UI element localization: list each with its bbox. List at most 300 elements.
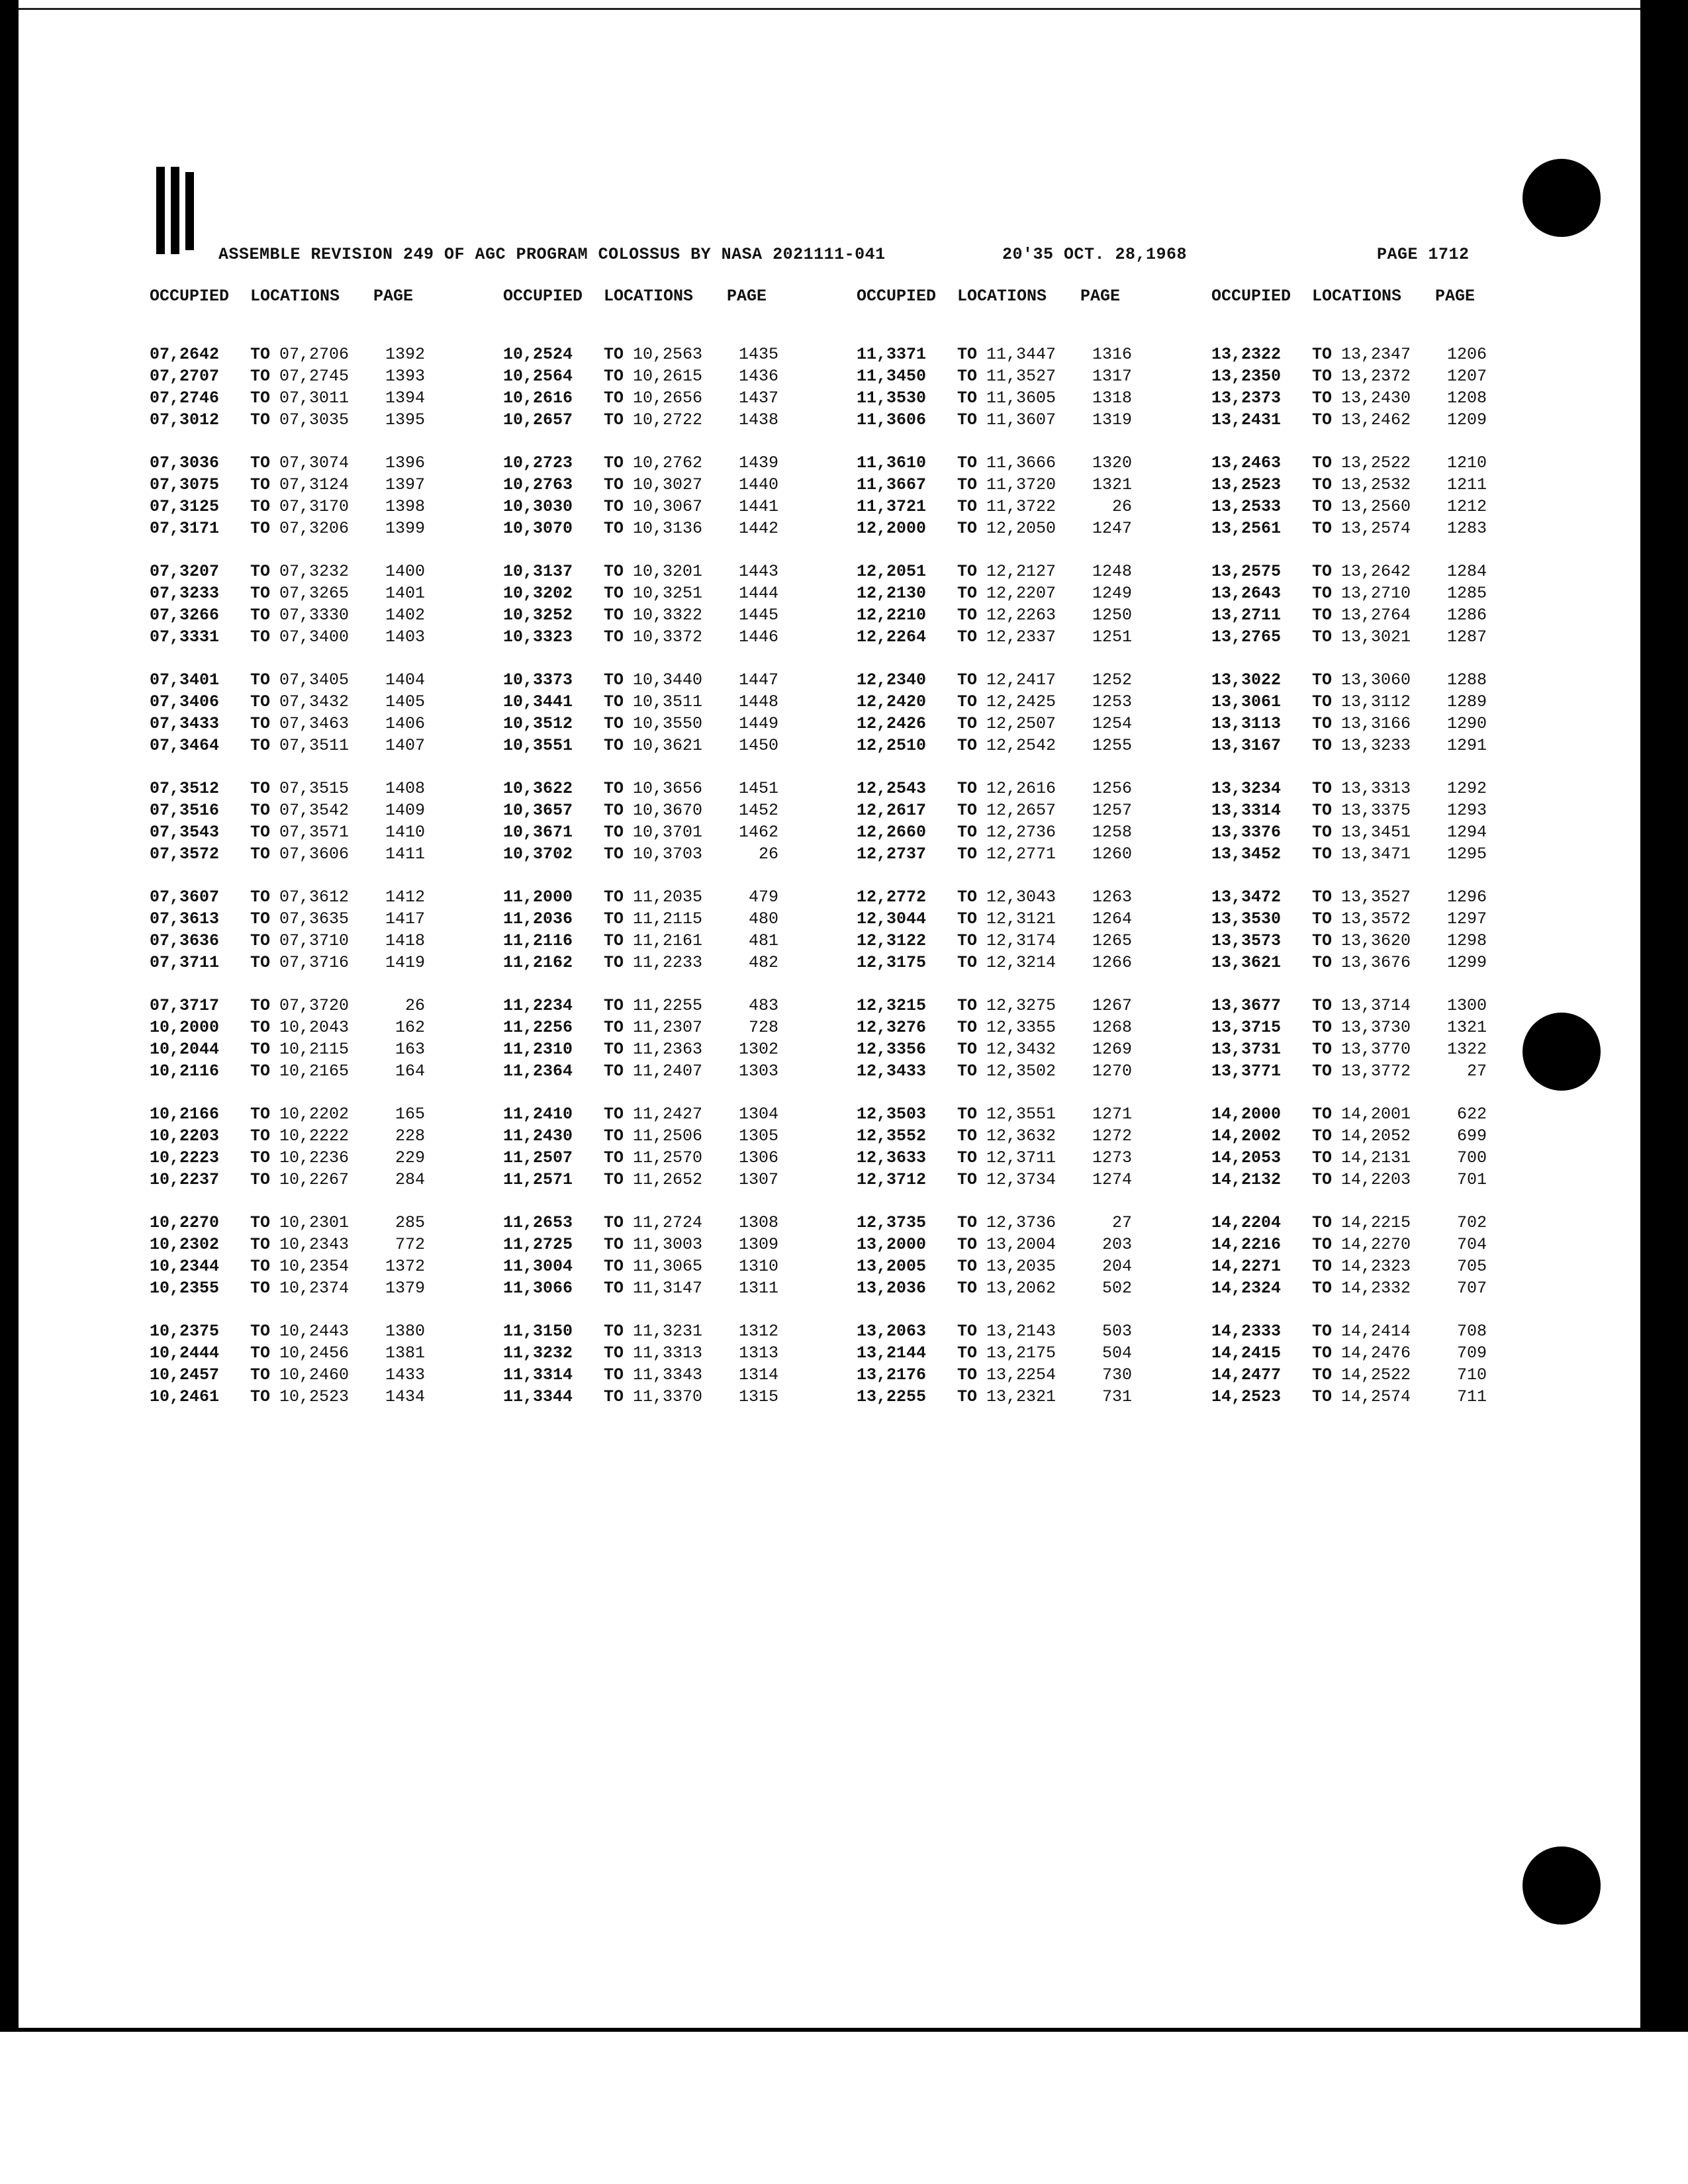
to-location: 12,2657 xyxy=(986,801,1056,820)
row-group xyxy=(503,343,847,431)
to-keyword: TO xyxy=(957,606,978,625)
from-location: 14,2000 xyxy=(1211,1105,1282,1124)
column-header xyxy=(1211,287,1556,310)
table-row xyxy=(503,735,847,756)
to-keyword: TO xyxy=(957,562,978,581)
from-location: 10,2457 xyxy=(150,1365,220,1385)
table-row xyxy=(150,1320,494,1342)
to-keyword: TO xyxy=(250,497,271,516)
row-group xyxy=(503,1212,847,1299)
page-ref: 482 xyxy=(748,953,778,972)
table-row xyxy=(1211,713,1556,735)
from-location: 11,3530 xyxy=(857,388,927,408)
from-location: 10,3671 xyxy=(503,823,573,842)
page-ref: 1452 xyxy=(738,801,778,820)
from-location: 11,3721 xyxy=(857,497,927,516)
table-row xyxy=(503,1255,847,1277)
table-row xyxy=(1211,843,1556,865)
to-location: 10,3511 xyxy=(633,692,703,711)
table-row xyxy=(1211,799,1556,821)
table-row xyxy=(150,778,494,799)
to-location: 11,3343 xyxy=(633,1365,703,1385)
to-location: 10,2165 xyxy=(279,1062,350,1081)
table-row xyxy=(1211,1234,1556,1255)
row-group xyxy=(857,343,1201,431)
from-location: 13,2765 xyxy=(1211,627,1282,647)
from-location: 12,2772 xyxy=(857,887,927,907)
row-group xyxy=(150,1103,494,1191)
to-keyword: TO xyxy=(1312,1213,1333,1232)
to-keyword: TO xyxy=(604,627,624,647)
table-row xyxy=(1211,821,1556,843)
to-keyword: TO xyxy=(604,1257,624,1276)
page-label: PAGE xyxy=(1377,245,1419,264)
from-location: 07,3572 xyxy=(150,844,220,864)
to-location: 11,2570 xyxy=(633,1148,703,1167)
from-location: 13,2373 xyxy=(1211,388,1282,408)
table-row xyxy=(150,952,494,974)
to-keyword: TO xyxy=(957,1105,978,1124)
to-location: 12,2417 xyxy=(986,670,1056,690)
to-location: 10,3027 xyxy=(633,475,703,494)
to-location: 11,3607 xyxy=(986,410,1056,430)
from-location: 13,2322 xyxy=(1211,345,1282,364)
to-keyword: TO xyxy=(250,736,271,755)
to-location: 13,3060 xyxy=(1341,670,1411,690)
from-location: 11,2310 xyxy=(503,1040,573,1059)
from-location: 12,2510 xyxy=(857,736,927,755)
table-row xyxy=(150,1234,494,1255)
table-row xyxy=(503,1234,847,1255)
table-row xyxy=(150,343,494,365)
table-row xyxy=(150,1060,494,1082)
to-location: 13,2372 xyxy=(1341,367,1411,386)
to-keyword: TO xyxy=(957,1148,978,1167)
page-ref: 1297 xyxy=(1446,909,1487,929)
table-row xyxy=(503,1038,847,1060)
to-keyword: TO xyxy=(957,1322,978,1341)
from-location: 13,2063 xyxy=(857,1322,927,1341)
from-location: 11,2507 xyxy=(503,1148,573,1167)
to-location: 12,2050 xyxy=(986,519,1056,538)
to-keyword: TO xyxy=(604,367,624,386)
from-location: 10,2344 xyxy=(150,1257,220,1276)
to-keyword: TO xyxy=(604,996,624,1015)
page-ref: 1269 xyxy=(1092,1040,1132,1059)
from-location: 13,2000 xyxy=(857,1235,927,1254)
to-keyword: TO xyxy=(1312,497,1333,516)
row-group xyxy=(857,452,1201,539)
to-location: 10,3656 xyxy=(633,779,703,798)
to-keyword: TO xyxy=(957,410,978,430)
table-row xyxy=(150,387,494,409)
to-location: 14,2001 xyxy=(1341,1105,1411,1124)
to-keyword: TO xyxy=(1312,909,1333,929)
to-keyword: TO xyxy=(250,453,271,473)
table-row xyxy=(503,1342,847,1364)
page-ref: 1417 xyxy=(385,909,425,929)
page-ref: 479 xyxy=(748,887,778,907)
from-location: 13,2643 xyxy=(1211,584,1282,603)
page-ref: 1258 xyxy=(1092,823,1132,842)
to-keyword: TO xyxy=(604,1170,624,1189)
to-keyword: TO xyxy=(604,953,624,972)
to-location: 10,3067 xyxy=(633,497,703,516)
page-ref: 229 xyxy=(395,1148,425,1167)
page-ref: 704 xyxy=(1456,1235,1487,1254)
to-keyword: TO xyxy=(1312,606,1333,625)
table-row xyxy=(150,1169,494,1191)
to-location: 13,2430 xyxy=(1341,388,1411,408)
table-row xyxy=(1211,582,1556,604)
page-ref: 1249 xyxy=(1092,584,1132,603)
to-location: 11,3370 xyxy=(633,1387,703,1406)
page-ref: 1372 xyxy=(385,1257,425,1276)
from-location: 12,3735 xyxy=(857,1213,927,1232)
to-location: 11,3605 xyxy=(986,388,1056,408)
from-location: 13,3314 xyxy=(1211,801,1282,820)
to-keyword: TO xyxy=(604,519,624,538)
from-location: 10,2763 xyxy=(503,475,573,494)
to-keyword: TO xyxy=(604,823,624,842)
page-ref: 1419 xyxy=(385,953,425,972)
to-keyword: TO xyxy=(250,475,271,494)
from-location: 10,2723 xyxy=(503,453,573,473)
table-row xyxy=(150,908,494,930)
to-location: 12,3632 xyxy=(986,1126,1056,1146)
to-keyword: TO xyxy=(957,996,978,1015)
to-location: 07,3635 xyxy=(279,909,350,929)
to-keyword: TO xyxy=(1312,1040,1333,1059)
to-location: 10,2236 xyxy=(279,1148,350,1167)
table-row xyxy=(857,691,1201,713)
from-location: 13,2350 xyxy=(1211,367,1282,386)
to-location: 10,2222 xyxy=(279,1126,350,1146)
from-location: 07,3464 xyxy=(150,736,220,755)
from-location: 10,3202 xyxy=(503,584,573,603)
from-location: 10,2044 xyxy=(150,1040,220,1059)
scan-border-left xyxy=(0,0,19,2032)
from-location: 07,3012 xyxy=(150,410,220,430)
to-keyword: TO xyxy=(1312,1343,1333,1363)
from-location: 10,2657 xyxy=(503,410,573,430)
table-row xyxy=(1211,496,1556,518)
table-row xyxy=(857,1342,1201,1364)
page-ref: 1396 xyxy=(385,453,425,473)
table-row xyxy=(150,995,494,1017)
table-row xyxy=(503,778,847,799)
column-header-page: PAGE xyxy=(727,287,767,306)
to-keyword: TO xyxy=(604,1213,624,1232)
from-location: 13,2533 xyxy=(1211,497,1282,516)
page-ref: 1381 xyxy=(385,1343,425,1363)
to-location: 12,3734 xyxy=(986,1170,1056,1189)
from-location: 14,2523 xyxy=(1211,1387,1282,1406)
page-ref: 1437 xyxy=(738,388,778,408)
page-ref: 1380 xyxy=(385,1322,425,1341)
from-location: 11,2162 xyxy=(503,953,573,972)
column-header-occupied: OCCUPIED xyxy=(503,287,583,306)
page-ref: 1394 xyxy=(385,388,425,408)
to-keyword: TO xyxy=(957,627,978,647)
scan-border-right xyxy=(1640,0,1688,2032)
from-location: 07,3636 xyxy=(150,931,220,950)
to-location: 13,2004 xyxy=(986,1235,1056,1254)
to-location: 11,2233 xyxy=(633,953,703,972)
table-row xyxy=(857,518,1201,539)
to-keyword: TO xyxy=(604,779,624,798)
table-row xyxy=(857,1255,1201,1277)
table-row xyxy=(150,518,494,539)
page-ref: 1443 xyxy=(738,562,778,581)
from-location: 11,2256 xyxy=(503,1018,573,1037)
to-location: 12,2127 xyxy=(986,562,1056,581)
page-ref: 1407 xyxy=(385,736,425,755)
to-keyword: TO xyxy=(604,736,624,755)
from-location: 10,2444 xyxy=(150,1343,220,1363)
page-ref: 1256 xyxy=(1092,779,1132,798)
to-keyword: TO xyxy=(957,779,978,798)
to-keyword: TO xyxy=(1312,714,1333,733)
table-row xyxy=(150,886,494,908)
to-location: 10,3701 xyxy=(633,823,703,842)
to-location: 12,3736 xyxy=(986,1213,1056,1232)
page-ref: 1397 xyxy=(385,475,425,494)
from-location: 12,3433 xyxy=(857,1062,927,1081)
to-keyword: TO xyxy=(250,584,271,603)
table-row xyxy=(857,735,1201,756)
table-row xyxy=(857,1364,1201,1386)
from-location: 12,3712 xyxy=(857,1170,927,1189)
to-location: 13,2462 xyxy=(1341,410,1411,430)
page-ref: 699 xyxy=(1456,1126,1487,1146)
table-row xyxy=(150,582,494,604)
from-location: 13,3621 xyxy=(1211,953,1282,972)
to-location: 10,2615 xyxy=(633,367,703,386)
to-location: 11,3003 xyxy=(633,1235,703,1254)
page-ref: 1408 xyxy=(385,779,425,798)
to-keyword: TO xyxy=(604,909,624,929)
table-row xyxy=(150,1277,494,1299)
to-keyword: TO xyxy=(604,1148,624,1167)
scan-border-top xyxy=(19,8,1640,10)
page-ref: 1263 xyxy=(1092,887,1132,907)
row-group xyxy=(1211,669,1556,756)
to-location: 12,2425 xyxy=(986,692,1056,711)
table-row xyxy=(150,626,494,648)
from-location: 11,2725 xyxy=(503,1235,573,1254)
to-location: 13,2254 xyxy=(986,1365,1056,1385)
table-row xyxy=(503,1386,847,1408)
from-location: 12,2660 xyxy=(857,823,927,842)
page-ref: 1250 xyxy=(1092,606,1132,625)
from-location: 10,2564 xyxy=(503,367,573,386)
from-location: 07,3717 xyxy=(150,996,220,1015)
to-keyword: TO xyxy=(250,1365,271,1385)
from-location: 12,3503 xyxy=(857,1105,927,1124)
page-ref: 1321 xyxy=(1446,1018,1487,1037)
from-location: 11,2430 xyxy=(503,1126,573,1146)
from-location: 13,2711 xyxy=(1211,606,1282,625)
page-ref: 1435 xyxy=(738,345,778,364)
from-location: 11,2653 xyxy=(503,1213,573,1232)
page-ref: 1307 xyxy=(738,1170,778,1189)
to-keyword: TO xyxy=(1312,1126,1333,1146)
page-ref: 1286 xyxy=(1446,606,1487,625)
page-ref: 1402 xyxy=(385,606,425,625)
table-row xyxy=(857,1103,1201,1125)
page-ref: 1399 xyxy=(385,519,425,538)
page-ref: 1318 xyxy=(1092,388,1132,408)
page-ref: 1441 xyxy=(738,497,778,516)
page-ref: 1305 xyxy=(738,1126,778,1146)
table-row xyxy=(503,1103,847,1125)
column-header-locations: LOCATIONS xyxy=(957,287,1047,306)
from-location: 13,3472 xyxy=(1211,887,1282,907)
table-row xyxy=(150,1103,494,1125)
to-keyword: TO xyxy=(604,887,624,907)
page-ref: 162 xyxy=(395,1018,425,1037)
row-group xyxy=(1211,343,1556,431)
to-keyword: TO xyxy=(1312,953,1333,972)
to-keyword: TO xyxy=(604,1018,624,1037)
table-row xyxy=(503,474,847,496)
to-keyword: TO xyxy=(1312,1322,1333,1341)
to-location: 12,3355 xyxy=(986,1018,1056,1037)
to-keyword: TO xyxy=(1312,584,1333,603)
page-ref: 1292 xyxy=(1446,779,1487,798)
page-ref: 730 xyxy=(1102,1365,1132,1385)
to-location: 07,3206 xyxy=(279,519,350,538)
from-location: 13,3167 xyxy=(1211,736,1282,755)
page-ref: 1248 xyxy=(1092,562,1132,581)
page-ref: 1445 xyxy=(738,606,778,625)
from-location: 14,2271 xyxy=(1211,1257,1282,1276)
to-location: 14,2323 xyxy=(1341,1257,1411,1276)
row-group xyxy=(503,778,847,865)
to-location: 14,2203 xyxy=(1341,1170,1411,1189)
page-ref: 1255 xyxy=(1092,736,1132,755)
table-row xyxy=(150,365,494,387)
from-location: 12,2000 xyxy=(857,519,927,538)
to-location: 11,2363 xyxy=(633,1040,703,1059)
table-row xyxy=(1211,1103,1556,1125)
to-keyword: TO xyxy=(250,1279,271,1298)
to-keyword: TO xyxy=(1312,670,1333,690)
from-location: 12,2210 xyxy=(857,606,927,625)
table-row xyxy=(1211,691,1556,713)
to-keyword: TO xyxy=(250,931,271,950)
from-location: 13,3715 xyxy=(1211,1018,1282,1037)
table-row xyxy=(503,886,847,908)
to-keyword: TO xyxy=(1312,345,1333,364)
page-ref: 1284 xyxy=(1446,562,1487,581)
to-location: 13,3021 xyxy=(1341,627,1411,647)
table-row xyxy=(150,561,494,582)
from-location: 10,3030 xyxy=(503,497,573,516)
page-ref: 1401 xyxy=(385,584,425,603)
table-row xyxy=(1211,1169,1556,1191)
to-keyword: TO xyxy=(1312,1018,1333,1037)
page-ref: 228 xyxy=(395,1126,425,1146)
table-row xyxy=(503,365,847,387)
table-row xyxy=(1211,1125,1556,1147)
table-row xyxy=(1211,626,1556,648)
row-group xyxy=(1211,561,1556,648)
page-ref: 1265 xyxy=(1092,931,1132,950)
to-keyword: TO xyxy=(957,1062,978,1081)
to-keyword: TO xyxy=(604,670,624,690)
to-location: 11,2255 xyxy=(633,996,703,1015)
to-keyword: TO xyxy=(604,345,624,364)
page-ref: 1252 xyxy=(1092,670,1132,690)
table-row xyxy=(150,1125,494,1147)
table-row xyxy=(503,843,847,865)
to-location: 11,3065 xyxy=(633,1257,703,1276)
to-location: 07,3035 xyxy=(279,410,350,430)
table-row xyxy=(503,952,847,974)
page-ref: 1298 xyxy=(1446,931,1487,950)
row-group xyxy=(857,1103,1201,1191)
to-location: 10,2202 xyxy=(279,1105,350,1124)
page-ref: 1409 xyxy=(385,801,425,820)
from-location: 10,3441 xyxy=(503,692,573,711)
from-location: 13,3234 xyxy=(1211,779,1282,798)
from-location: 10,2616 xyxy=(503,388,573,408)
to-keyword: TO xyxy=(604,388,624,408)
page-ref: 1310 xyxy=(738,1257,778,1276)
to-location: 10,3251 xyxy=(633,584,703,603)
page-ref: 702 xyxy=(1456,1213,1487,1232)
to-keyword: TO xyxy=(250,1062,271,1081)
table-row xyxy=(857,669,1201,691)
to-keyword: TO xyxy=(250,562,271,581)
to-keyword: TO xyxy=(1312,1279,1333,1298)
to-location: 13,3375 xyxy=(1341,801,1411,820)
from-location: 10,3137 xyxy=(503,562,573,581)
to-location: 13,3676 xyxy=(1341,953,1411,972)
to-keyword: TO xyxy=(957,692,978,711)
from-location: 12,3552 xyxy=(857,1126,927,1146)
to-keyword: TO xyxy=(1312,1257,1333,1276)
to-keyword: TO xyxy=(1312,692,1333,711)
table-row xyxy=(150,1212,494,1234)
to-location: 13,2764 xyxy=(1341,606,1411,625)
page-ref: 1296 xyxy=(1446,887,1487,907)
table-row xyxy=(1211,908,1556,930)
to-keyword: TO xyxy=(250,1126,271,1146)
page-ref: 1315 xyxy=(738,1387,778,1406)
to-location: 07,3571 xyxy=(279,823,350,842)
to-keyword: TO xyxy=(957,1235,978,1254)
from-location: 07,3401 xyxy=(150,670,220,690)
to-keyword: TO xyxy=(957,367,978,386)
to-location: 12,3551 xyxy=(986,1105,1056,1124)
timestamp: 20'35 OCT. 28,1968 xyxy=(1002,245,1188,264)
row-group xyxy=(503,886,847,974)
from-location: 10,2000 xyxy=(150,1018,220,1037)
row-group xyxy=(857,778,1201,865)
from-location: 07,3331 xyxy=(150,627,220,647)
page-ref: 1395 xyxy=(385,410,425,430)
from-location: 10,2223 xyxy=(150,1148,220,1167)
locations-column xyxy=(1211,287,1556,1429)
page-ref: 1400 xyxy=(385,562,425,581)
table-row xyxy=(1211,365,1556,387)
to-location: 11,3313 xyxy=(633,1343,703,1363)
to-location: 07,2706 xyxy=(279,345,350,364)
from-location: 14,2216 xyxy=(1211,1235,1282,1254)
